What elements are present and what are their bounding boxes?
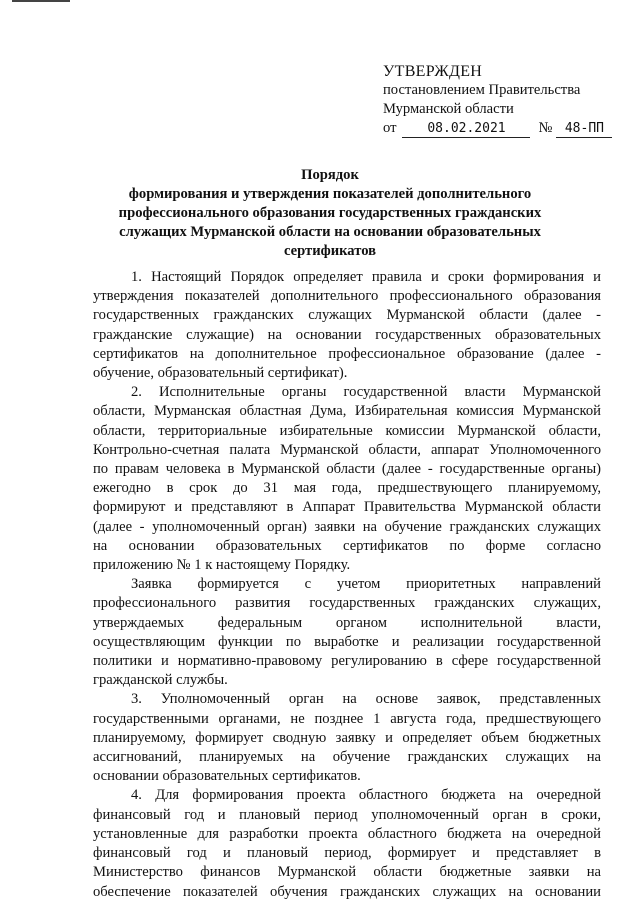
text-line: утверждения показателей дополнительного профессионального образования bbox=[93, 288, 601, 305]
text-line: основании образовательных сертификатов. bbox=[93, 768, 361, 785]
approval-line-1: постановлением Правительства bbox=[383, 82, 581, 98]
approval-line-2: Мурманской области bbox=[383, 101, 514, 117]
heading-line: профессионального образования государственных гражданских bbox=[118, 205, 542, 221]
top-rule bbox=[12, 0, 70, 2]
paragraph-4 bbox=[93, 690, 601, 786]
paragraph-2 bbox=[93, 383, 601, 575]
text-line: обучение, образовательный сертификат). bbox=[93, 365, 348, 382]
text-line: гражданские служащие) на основании государственных образовательных bbox=[93, 326, 601, 343]
date-prefix: от bbox=[383, 120, 397, 136]
text-line: 3. Уполномоченный орган на основе заявок, представленных bbox=[131, 691, 601, 708]
text-line: ежегодно в срок до 31 мая года, предшествующего планируемому, bbox=[93, 480, 601, 497]
heading-line: Порядок bbox=[301, 167, 359, 183]
heading-line: формирования и утверждения показателей дополнительного bbox=[128, 186, 532, 202]
text-line: финансовый год и плановый период уполномоченный орган в сроки, bbox=[93, 806, 601, 823]
approval-title: УТВЕРЖДЕН bbox=[383, 63, 483, 80]
text-line: 1. Настоящий Порядок определяет правила и сроки формирования и bbox=[131, 269, 601, 285]
text-line: государственных гражданских служащих Мурманской области (далее - bbox=[93, 307, 601, 324]
text-line: по правам человека в Мурманской области (далее - государственные органы) bbox=[93, 461, 601, 478]
text-line: сертификатов на дополнительное профессиональное образование (далее - bbox=[93, 345, 601, 362]
text-line: утверждаемых федеральным органом исполнительной власти, bbox=[93, 614, 601, 631]
number-label: № bbox=[538, 120, 553, 136]
text-line: финансовый год и плановый период, формирует и представляет в bbox=[93, 845, 601, 862]
text-line: политики и нормативно-правовому регулированию в сфере государственной bbox=[93, 653, 601, 670]
text-line: установленные для разработки проекта областного бюджета на очередной bbox=[93, 825, 601, 842]
text-line: (далее - уполномоченный орган) заявки на обучение гражданских служащих bbox=[93, 518, 601, 535]
text-line: Заявка формируется с учетом приоритетных направлений bbox=[131, 576, 601, 593]
text-line: области, территориальные избирательные комиссии Мурманской области, bbox=[93, 422, 601, 439]
text-line: государственными органами, не позднее 1 августа года, предшествующего bbox=[93, 710, 601, 727]
text-line: на основании образовательных сертификатов по форме согласно bbox=[93, 537, 601, 554]
date-field: 08.02.2021 bbox=[402, 121, 530, 138]
text-line: формируют и представляют в Аппарат Правительства Мурманской области bbox=[93, 499, 601, 516]
text-line: обеспечение показателей обучения гражданских служащих на основании bbox=[93, 883, 601, 900]
text-line: Министерство финансов Мурманской области бюджетные заявки на bbox=[93, 864, 601, 881]
number-field: 48-ПП bbox=[556, 121, 612, 138]
text-line: Контрольно-счетная палата Мурманской области, аппарат Уполномоченного bbox=[93, 441, 601, 458]
document-body bbox=[93, 268, 601, 902]
approval-date-row bbox=[383, 119, 623, 138]
paragraph-5 bbox=[93, 786, 601, 901]
paragraph-3 bbox=[93, 575, 601, 690]
text-line: 4. Для формирования проекта областного бюджета на очередной bbox=[131, 787, 601, 804]
text-line: осуществляющим функции по выработке и реализации государственной bbox=[93, 633, 601, 650]
document-heading bbox=[95, 166, 565, 261]
approval-stamp bbox=[383, 62, 623, 138]
text-line: 2. Исполнительные органы государственной власти Мурманской bbox=[131, 384, 601, 401]
text-line: приложению № 1 к настоящему Порядку. bbox=[93, 557, 351, 574]
heading-line: служащих Мурманской области на основании образовательных bbox=[119, 224, 541, 240]
text-line: планируемому, формирует сводную заявку и определяет объем бюджетных bbox=[93, 729, 601, 746]
text-line: ассигнований, планируемых на обучение гражданских служащих на bbox=[93, 749, 601, 766]
text-line: гражданской службы. bbox=[93, 672, 228, 689]
paragraph-1 bbox=[93, 268, 601, 383]
text-line: области, Мурманская областная Дума, Избирательная комиссия Мурманской bbox=[93, 403, 601, 420]
text-line: профессионального развития государственных гражданских служащих, bbox=[93, 595, 601, 612]
heading-line: сертификатов bbox=[283, 243, 377, 259]
